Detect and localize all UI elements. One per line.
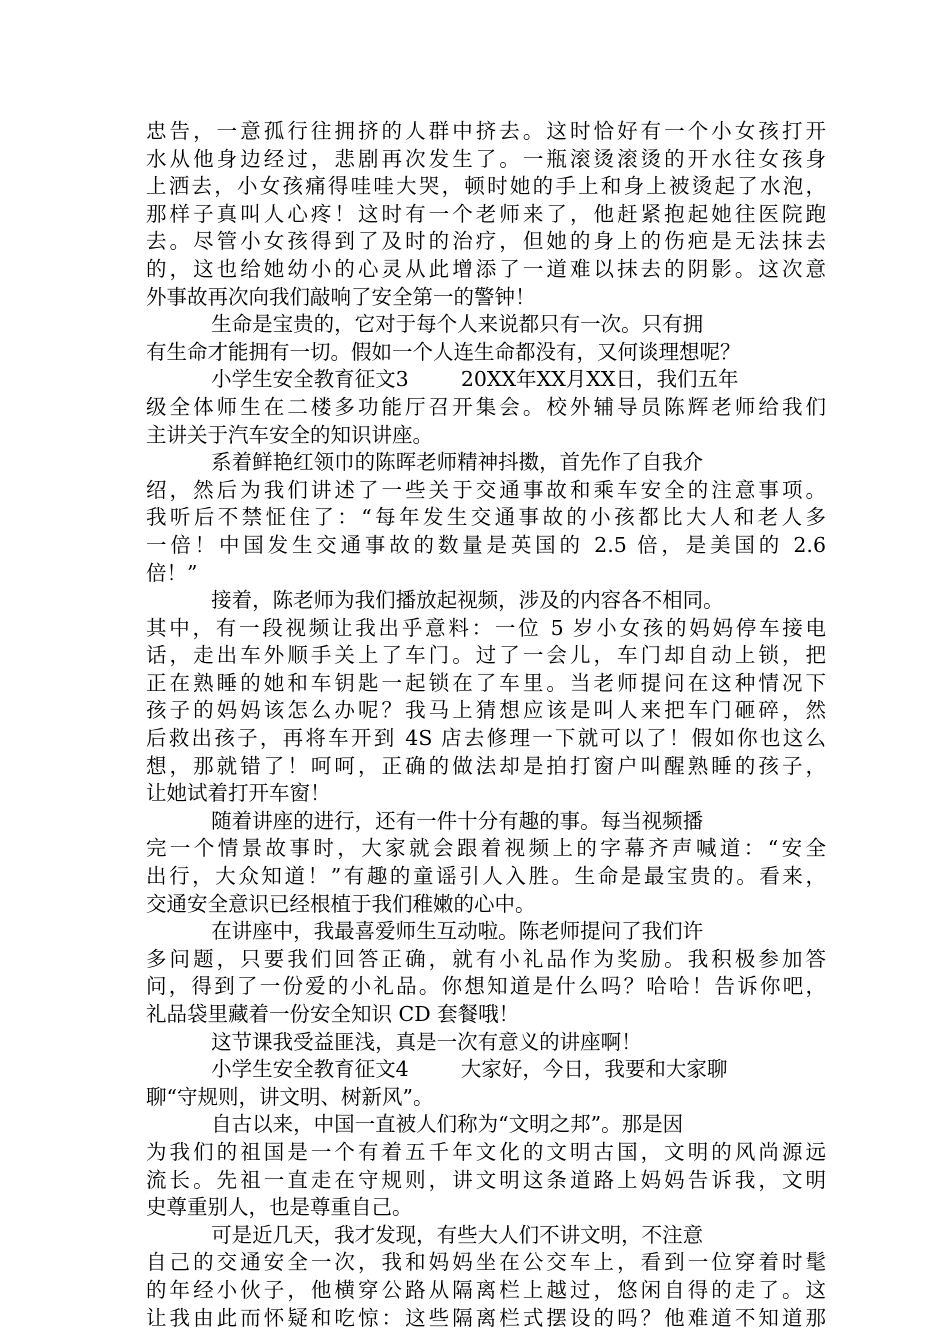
- text-line: 绍，然后为我们讲述了一些关于交通事故和乘车安全的注意事项。: [146, 477, 826, 502]
- text-line: 其中，有一段视频让我出乎意料：一位 5 岁小女孩的妈妈停车接电: [146, 615, 826, 640]
- text-line: 话，走出车外顺手关上了车门。过了一会儿，车门却自动上锁，把: [146, 643, 826, 668]
- text-line: 主讲关于汽车安全的知识讲座。: [146, 422, 433, 447]
- text-line: 一倍！中国发生交通事故的数量是英国的 2.5 倍，是美国的 2.6: [146, 532, 826, 557]
- text-line: 水从他身边经过，悲剧再次发生了。一瓶滚烫滚烫的开水往女孩身: [146, 146, 826, 171]
- text-line: 生命是宝贵的，它对于每个人来说都只有一次。只有拥: [146, 312, 704, 337]
- text-line: 史尊重别人，也是尊重自己。: [146, 1195, 413, 1220]
- essay-body: [146, 118, 826, 1332]
- text-line: 自己的交通安全一次，我和妈妈坐在公交车上，看到一位穿着时髦: [146, 1250, 826, 1275]
- text-line: 多问题，只要我们回答正确，就有小礼品作为奖励。我积极参加答: [146, 946, 826, 971]
- text-line: 孩子的妈妈该怎么办呢？我马上猜想应该是叫人来把车门砸碎，然: [146, 698, 826, 723]
- text-line: 礼品袋里藏着一份安全知识 CD 套餐哦！: [146, 1002, 520, 1026]
- text-line: 系着鲜艳红领巾的陈晖老师精神抖擞，首先作了自我介: [146, 450, 704, 475]
- text-line: 随着讲座的进行，还有一件十分有趣的事。每当视频播: [146, 808, 704, 833]
- text-line: 让她试着打开车窗！: [146, 781, 331, 806]
- text-line: 外事故再次向我们敲响了安全第一的警钟！: [146, 284, 536, 309]
- text-line: 交通安全意识已经根植于我们稚嫩的心中。: [146, 891, 536, 916]
- text-line: 为我们的祖国是一个有着五千年文化的文明古国，文明的风尚源远: [146, 1139, 826, 1164]
- text-line: 的年经小伙子，他横穿公路从隔离栏上越过，悠闲自得的走了。这: [146, 1277, 826, 1302]
- text-line: 聊“守规则，讲文明、树新风”。: [146, 1084, 434, 1109]
- text-line: 想，那就错了！呵呵，正确的做法却是拍打窗户叫醒熟睡的孩子，: [146, 753, 826, 778]
- text-line: 上洒去，小女孩痛得哇哇大哭，顿时她的手上和身上被烫起了水泡，: [146, 174, 826, 199]
- text-line: 正在熟睡的她和车钥匙一起锁在了车里。当老师提问在这种情况下: [146, 670, 826, 695]
- text-line: 后救出孩子，再将车开到 4S 店去修理一下就可以了！假如你也这么: [146, 726, 826, 751]
- text-line: 可是近几天，我才发现，有些大人们不讲文明，不注意: [146, 1222, 704, 1247]
- text-line: 在讲座中，我最喜爱师生互动啦。陈老师提问了我们许: [146, 919, 704, 944]
- text-line: 忠告，一意孤行往拥挤的人群中挤去。这时恰好有一个小女孩打开: [146, 119, 826, 143]
- text-line: 级全体师生在二楼多功能厅召开集会。校外辅导员陈辉老师给我们: [146, 394, 826, 419]
- text-line: 去。尽管小女孩得到了及时的治疗，但她的身上的伤疤是无法抹去: [146, 229, 826, 254]
- text-line: 那样子真叫人心疼！这时有一个老师来了，他赶紧抱起她往医院跑: [146, 201, 826, 226]
- text-line: 小学生安全教育征文3 20XX年XX月XX日，我们五年: [146, 367, 739, 392]
- text-line: 让我由此而怀疑和吃惊：这些隔离栏式摆设的吗？他难道不知道那: [146, 1305, 826, 1330]
- text-line: 出行，大众知道！”有趣的童谣引人入胜。生命是最宝贵的。看来，: [146, 864, 826, 889]
- text-line: 的，这也给她幼小的心灵从此增添了一道难以抹去的阴影。这次意: [146, 256, 826, 281]
- text-line: 流长。先祖一直走在守规则，讲文明这条道路上妈妈告诉我，文明: [146, 1167, 826, 1192]
- text-line: 这节课我受益匪浅，真是一次有意义的讲座啊！: [146, 1029, 642, 1054]
- text-line: 问，得到了一份爱的小礼品。你想知道是什么吗？哈哈！告诉你吧，: [146, 974, 826, 999]
- text-line: 接着，陈老师为我们播放起视频，涉及的内容各不相同。: [146, 588, 724, 613]
- text-line: 我听后不禁怔住了：“每年发生交通事故的小孩都比大人和老人多: [146, 505, 826, 530]
- text-line: 有生命才能拥有一切。假如一个人连生命都没有，又何谈理想呢？: [146, 339, 741, 364]
- text-line: 完一个情景故事时，大家就会跟着视频上的字幕齐声喊道：“安全: [146, 836, 826, 861]
- text-line: 小学生安全教育征文4 大家好，今日，我要和大家聊: [146, 1057, 728, 1082]
- text-line: 倍！”: [146, 560, 198, 585]
- text-line: 自古以来，中国一直被人们称为“文明之邦”。那是因: [146, 1112, 684, 1137]
